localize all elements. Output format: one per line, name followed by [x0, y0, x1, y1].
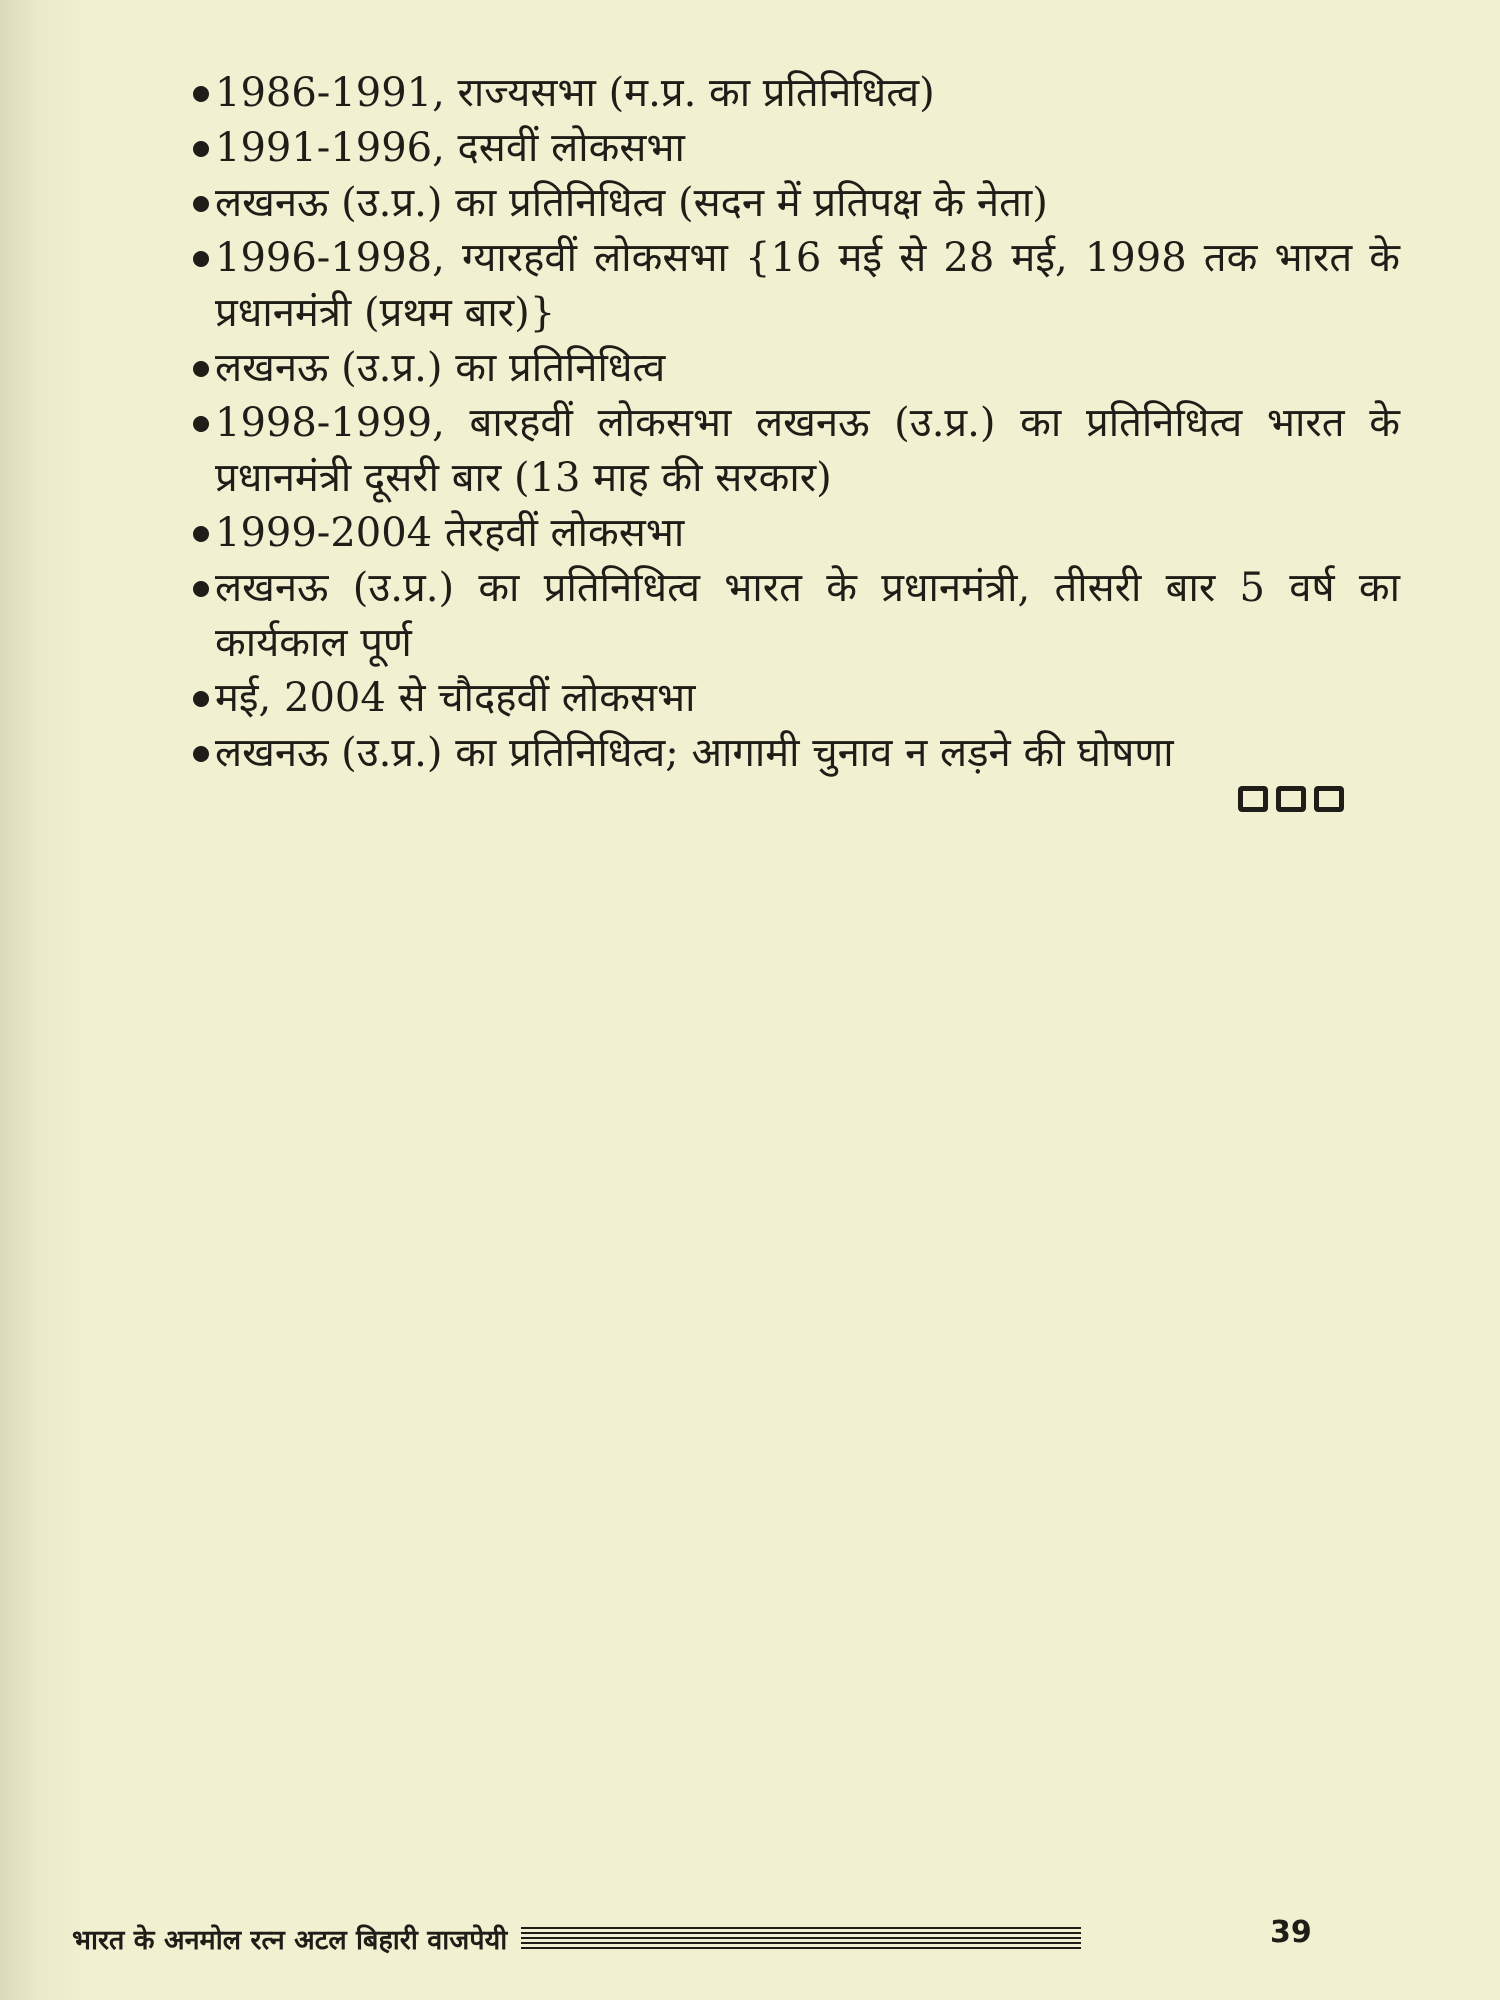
bullet-icon: [193, 581, 209, 597]
career-list: [185, 66, 1400, 781]
page-number: 39: [1270, 1915, 1312, 1950]
running-title: भारत के अनमोल रत्न अटल बिहारी वाजपेयी: [72, 1924, 508, 1956]
list-item-text: 1996-1998, ग्यारहवीं लोकसभा {16 मई से 28 मई, 1998 तक भारत के प्रधानमंत्री (प्रथम बार)}: [215, 235, 1400, 336]
list-item-text: मई, 2004 से चौदहवीं लोकसभा: [215, 675, 696, 721]
page-footer: [72, 1918, 1332, 1958]
list-item-text: लखनऊ (उ.प्र.) का प्रतिनिधित्व भारत के प्रधानमंत्री, तीसरी बार 5 वर्ष का कार्यकाल पूर्ण: [215, 565, 1400, 666]
list-item: [185, 506, 1400, 561]
end-box-icon: [1276, 786, 1306, 812]
bullet-icon: [193, 251, 209, 267]
end-box-icon: [1238, 786, 1268, 812]
bullet-icon: [193, 86, 209, 102]
bullet-icon: [193, 196, 209, 212]
list-item-text: लखनऊ (उ.प्र.) का प्रतिनिधित्व; आगामी चुनाव न लड़ने की घोषणा: [215, 730, 1174, 776]
list-item-text: लखनऊ (उ.प्र.) का प्रतिनिधित्व: [215, 345, 666, 391]
list-item-text: लखनऊ (उ.प्र.) का प्रतिनिधित्व (सदन में प्रतिपक्ष के नेता): [215, 180, 1048, 226]
list-item: [185, 121, 1400, 176]
list-item-text: 1991-1996, दसवीं लोकसभा: [215, 125, 685, 171]
bullet-icon: [193, 526, 209, 542]
bullet-icon: [193, 141, 209, 157]
end-box-icon: [1314, 786, 1344, 812]
list-item: [185, 341, 1400, 396]
bullet-icon: [193, 361, 209, 377]
list-item: [185, 726, 1400, 781]
list-item: [185, 561, 1400, 671]
bullet-icon: [193, 691, 209, 707]
list-item: [185, 176, 1400, 231]
list-item-text: 1986-1991, राज्यसभा (म.प्र. का प्रतिनिधित्व): [215, 70, 935, 116]
list-item: [185, 671, 1400, 726]
bullet-icon: [193, 746, 209, 762]
section-end-marks: [1238, 786, 1344, 812]
list-item-text: 1999-2004 तेरहवीं लोकसभा: [215, 510, 685, 556]
bullet-icon: [193, 416, 209, 432]
list-item: [185, 66, 1400, 121]
footer-rule: [521, 1927, 1081, 1949]
list-item: [185, 396, 1400, 506]
list-item: [185, 231, 1400, 341]
list-item-text: 1998-1999, बारहवीं लोकसभा लखनऊ (उ.प्र.) का प्रतिनिधित्व भारत के प्रधानमंत्री दूसरी बार (13 माह की सरकार): [215, 400, 1400, 501]
